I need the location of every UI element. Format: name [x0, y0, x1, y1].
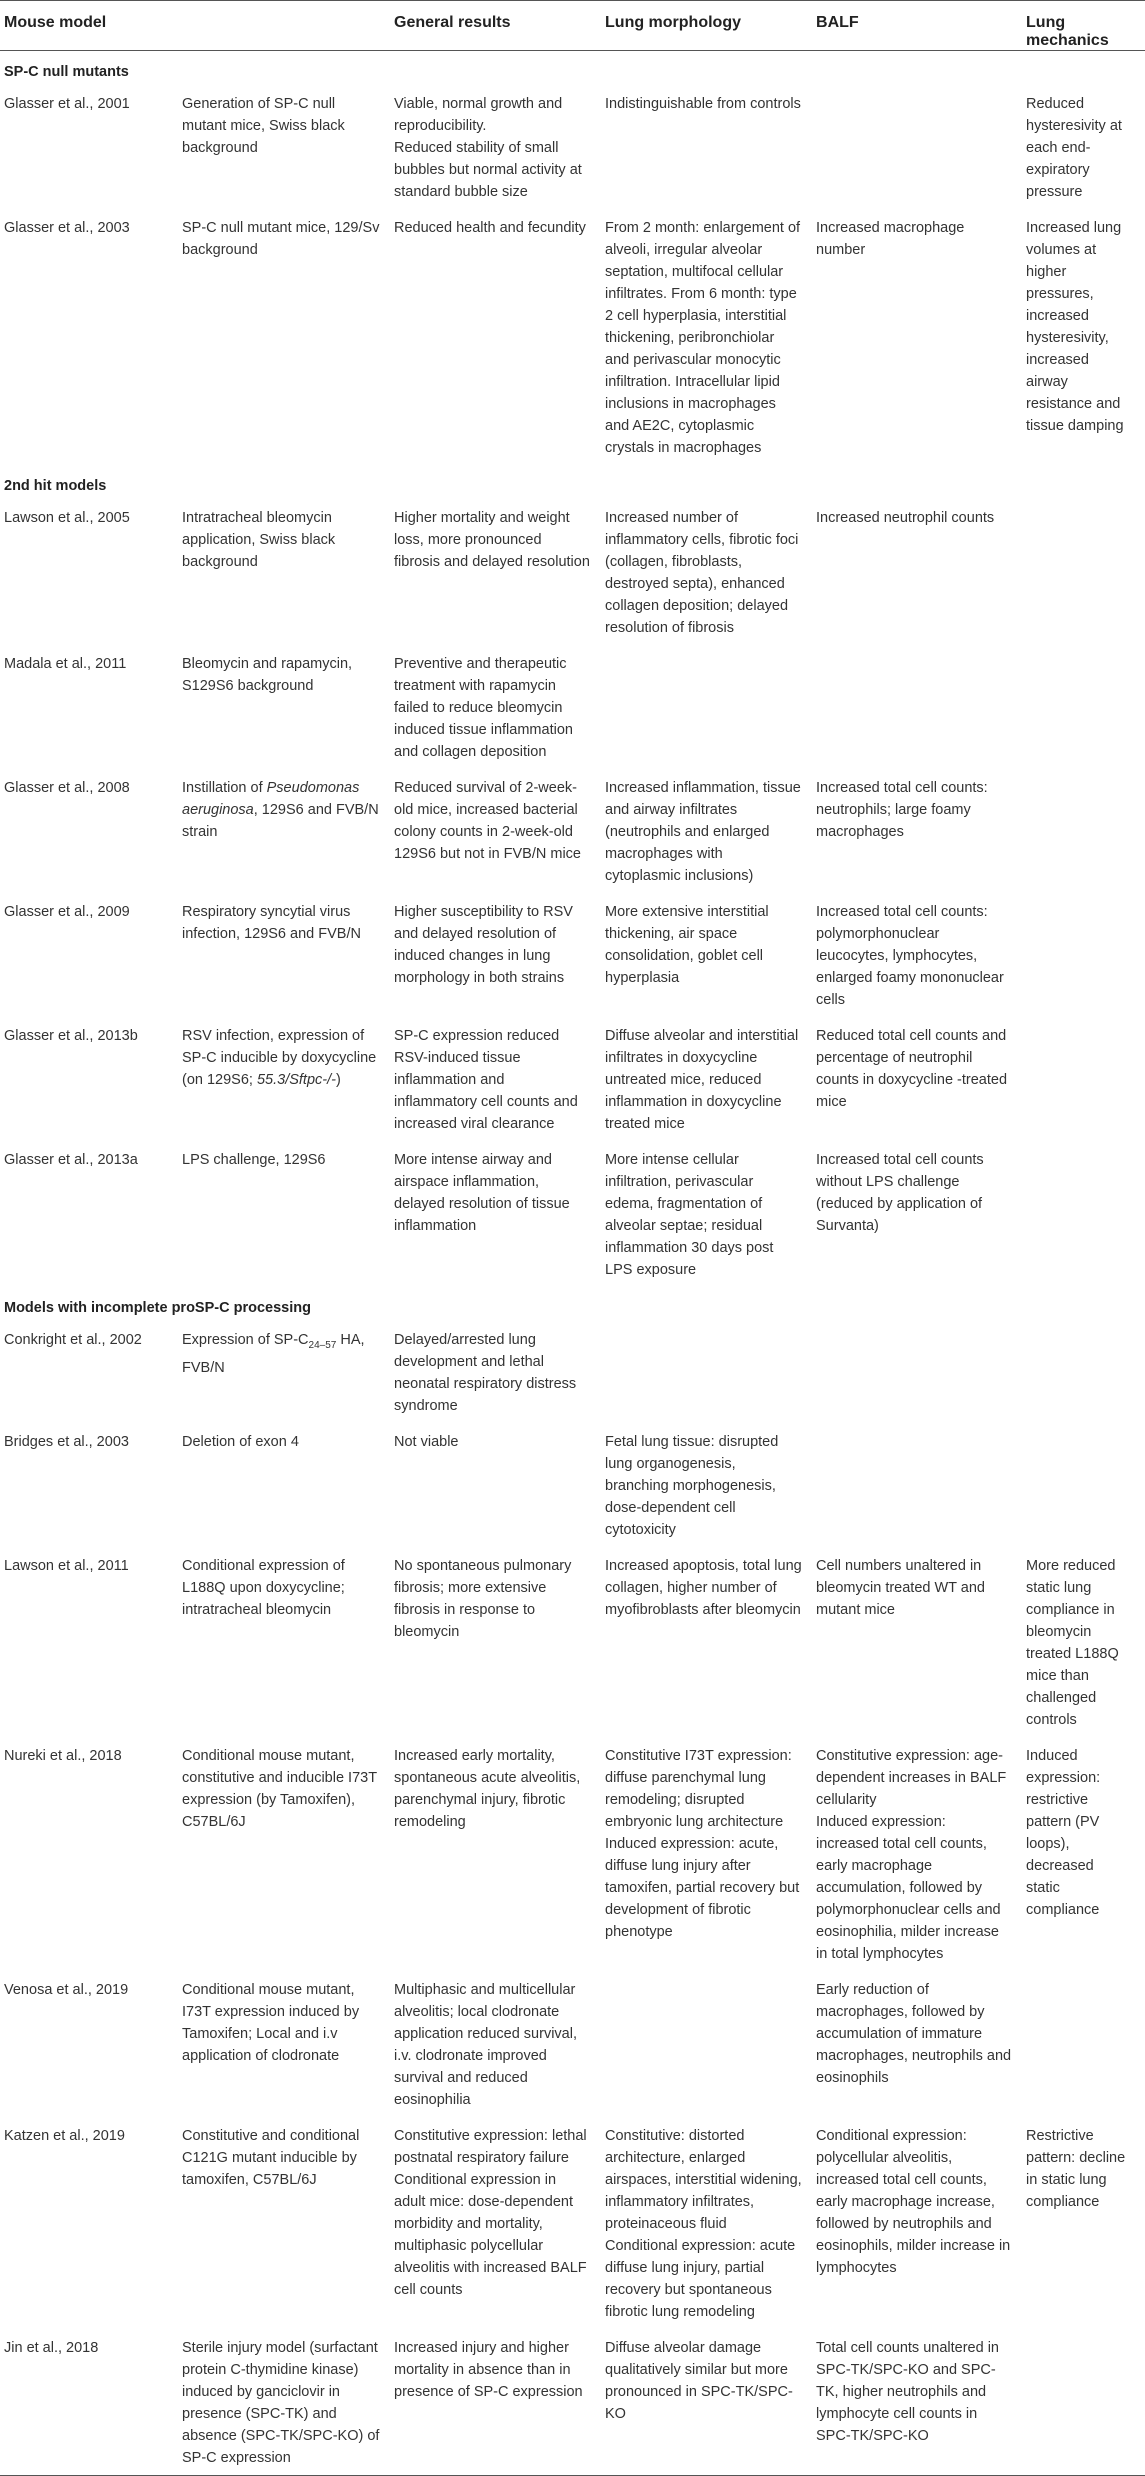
table-row — [0, 1971, 1145, 2117]
balf-line: Induced expression: increased total cell counts, early macrophage accumulation, followed by polymorphonuclear cells and eosinophilia, milder increase in total lymphocytes — [816, 1814, 1001, 1962]
cell-description: SP-C null mutant mice, 129/Sv background — [182, 220, 380, 258]
cell-description: Bleomycin and rapamycin, S129S6 background — [182, 656, 353, 694]
cell-balf — [816, 2329, 1026, 2476]
general-line: Increased early mortality, spontaneous acute alveolitis, parenchymal injury, fibrotic remodeling — [394, 1748, 581, 1830]
general-line: Constitutive expression: lethal postnatal respiratory failure — [394, 2128, 587, 2166]
cell-model: Nureki et al., 2018 — [4, 1748, 122, 1764]
general-line: Higher susceptibility to RSV and delayed resolution of induced changes in lung morphology in both strains — [394, 904, 573, 986]
cell-lung-mechanics — [1026, 1737, 1145, 1971]
cell-balf — [816, 209, 1026, 465]
morph-line: Increased apoptosis, total lung collagen, higher number of myofibroblasts after bleomycin — [605, 1558, 802, 1618]
subscript: 24–57 — [308, 1339, 337, 1351]
morph-line: More extensive interstitial thickening, air space consolidation, goblet cell hyperplasia — [605, 904, 769, 986]
cell-lung-morphology — [605, 85, 816, 209]
balf-line: Constitutive expression: age-dependent increases in BALF cellularity — [816, 1748, 1007, 1808]
cell-model: Glasser et al., 2013b — [4, 1028, 138, 1044]
general-line: Multiphasic and multicellular alveolitis; local clodronate application reduced survival, i.v. clodronate improved survival and reduced eosinophilia — [394, 1982, 577, 2108]
cell-lung-mechanics — [1026, 893, 1145, 1017]
cell-general-results — [394, 1141, 605, 1287]
cell-general-results — [394, 1547, 605, 1737]
cell-lung-mechanics — [1026, 2329, 1145, 2476]
cell-lung-mechanics — [1026, 2117, 1145, 2329]
cell-lung-morphology — [605, 769, 816, 893]
cell-model: Lawson et al., 2011 — [4, 1558, 129, 1574]
cell-lung-morphology — [605, 1423, 816, 1547]
header-general-results: General results — [394, 14, 511, 31]
cell-model: Katzen et al., 2019 — [4, 2128, 125, 2144]
cell-general-results — [394, 769, 605, 893]
morph-line: Constitutive I73T expression: diffuse parenchymal lung remodeling; disrupted embryonic lung architecture — [605, 1748, 792, 1830]
morph-line: Indistinguishable from controls — [605, 96, 801, 112]
cell-general-results — [394, 1971, 605, 2117]
general-line: Conditional expression in adult mice: dose-dependent morbidity and mortality, multiphasic polycellular alveolitis with increased BALF cell counts — [394, 2172, 587, 2298]
italic-term: 55.3/Sftpc-/- — [256, 1072, 336, 1088]
mech-line: Reduced hysteresivity at each end-expiratory pressure — [1026, 96, 1122, 200]
balf-line: Increased neutrophil counts — [816, 510, 995, 526]
morph-line: Induced expression: acute, diffuse lung injury after tamoxifen, partial recovery but development of fibrotic phenotype — [605, 1836, 800, 1940]
general-line: Delayed/arrested lung development and lethal neonatal respiratory distress syndrome — [394, 1332, 577, 1414]
table-row — [0, 893, 1145, 1017]
cell-general-results — [394, 2329, 605, 2476]
italic-term: Pseudomonas aeruginosa — [182, 780, 360, 818]
header-lung-morphology: Lung morphology — [605, 14, 741, 31]
table-row — [0, 1423, 1145, 1547]
cell-lung-mechanics — [1026, 1971, 1145, 2117]
general-line: Increased injury and higher mortality in absence than in presence of SP-C expression — [394, 2340, 583, 2400]
cell-model: Conkright et al., 2002 — [4, 1332, 142, 1348]
cell-lung-mechanics — [1026, 1141, 1145, 1287]
cell-lung-morphology — [605, 499, 816, 645]
cell-general-results — [394, 1423, 605, 1547]
cell-description: Expression of $SP-C_{24-57}$ HA, FVB/N — [182, 1332, 365, 1376]
cell-balf — [816, 1321, 1026, 1423]
morph-line: Increased number of inflammatory cells, fibrotic foci (collagen, fibroblasts, destroyed septa), enhanced collagen deposition; delayed resolution of fibrosis — [605, 510, 799, 636]
cell-description: Deletion of exon 4 — [182, 1434, 299, 1450]
cell-balf — [816, 1547, 1026, 1737]
cell-lung-mechanics — [1026, 1017, 1145, 1141]
section-row — [0, 1287, 1145, 1321]
general-line: Not viable — [394, 1434, 459, 1450]
table-row — [0, 645, 1145, 769]
cell-balf — [816, 1737, 1026, 1971]
cell-lung-morphology — [605, 893, 816, 1017]
cell-balf — [816, 85, 1026, 209]
balf-line: Total cell counts unaltered in SPC-TK/SPC-KO and SPC-TK, higher neutrophils and lymphocyte cell counts in SPC-TK/SPC-KO — [816, 2340, 999, 2444]
cell-model: Glasser et al., 2008 — [4, 780, 130, 796]
cell-balf — [816, 1017, 1026, 1141]
cell-model: Venosa et al., 2019 — [4, 1982, 129, 1998]
cell-description: Intratracheal bleomycin application, Swiss black background — [182, 510, 336, 570]
cell-lung-mechanics — [1026, 85, 1145, 209]
cell-lung-morphology — [605, 645, 816, 769]
balf-line: Reduced total cell counts and percentage of neutrophil counts in doxycycline -treated mice — [816, 1028, 1008, 1110]
mech-line: Increased lung volumes at higher pressures, increased hysteresivity, increased airway resistance and tissue damping — [1026, 220, 1124, 434]
cell-description: Conditional mouse mutant, constitutive and inducible I73T expression (by Tamoxifen), C57BL/6J — [182, 1748, 377, 1830]
table-row — [0, 2117, 1145, 2329]
cell-balf — [816, 893, 1026, 1017]
cell-balf — [816, 1141, 1026, 1287]
cell-lung-morphology — [605, 1321, 816, 1423]
table-row — [0, 1737, 1145, 1971]
cell-lung-morphology — [605, 1017, 816, 1141]
morph-line: From 2 month: enlargement of alveoli, irregular alveolar septation, multifocal cellular infiltrates. From 6 month: type 2 cell hyperplasia, interstitial thickening, peribronchiolar and perivascular monocytic infiltration. Intracellular lipid inclusions in macrophages and AE2C, cytoplasmic crystals in macrophages — [605, 220, 801, 456]
cell-general-results — [394, 499, 605, 645]
cell-model: Glasser et al., 2013a — [4, 1152, 138, 1168]
cell-general-results — [394, 893, 605, 1017]
general-line: More intense airway and airspace inflammation, delayed resolution of tissue inflammation — [394, 1152, 570, 1234]
table-row — [0, 85, 1145, 209]
mech-line: More reduced static lung compliance in bleomycin treated L188Q mice than challenged controls — [1026, 1558, 1119, 1728]
cell-general-results — [394, 1737, 605, 1971]
cell-model: Jin et al., 2018 — [0, 2329, 182, 2476]
balf-line: Increased total cell counts: neutrophils; large foamy macrophages — [816, 780, 988, 840]
cell-general-results — [394, 85, 605, 209]
cell-general-results — [394, 2117, 605, 2329]
table-body — [0, 51, 1145, 2476]
general-line: SP-C expression reduced RSV-induced tissue inflammation and inflammatory cell counts and increased viral clearance — [394, 1028, 578, 1132]
cell-lung-morphology — [605, 1141, 816, 1287]
header-mouse-model: Mouse model — [4, 14, 107, 31]
balf-line: Increased total cell counts without LPS challenge (reduced by application of Survanta) — [816, 1152, 984, 1234]
balf-line: Increased macrophage number — [816, 220, 965, 258]
table-row — [0, 1547, 1145, 1737]
balf-line: Increased total cell counts: polymorphonuclear leucocytes, lymphocytes, enlarged foamy mononuclear cells — [816, 904, 1004, 1008]
section-row — [0, 465, 1145, 499]
cell-model: Glasser et al., 2009 — [4, 904, 130, 920]
table-row — [0, 2329, 1145, 2476]
cell-lung-mechanics — [1026, 645, 1145, 769]
cell-general-results — [394, 1321, 605, 1423]
section-title: SP-C null mutants — [4, 64, 129, 80]
cell-model: Lawson et al., 2005 — [4, 510, 130, 526]
cell-description: RSV infection, expression of SP-C inducible by doxycycline (on 129S6; 55.3/Sftpc-/-) — [182, 1028, 377, 1088]
balf-line: Early reduction of macrophages, followed by accumulation of immature macrophages, neutrophils and eosinophils — [816, 1982, 1012, 2086]
general-line: Viable, normal growth and reproducibility. — [394, 96, 563, 134]
balf-line: Conditional expression: polycellular alveolitis, increased total cell counts, early macrophage increase, followed by neutrophils and eosinophils, milder increase in lymphocytes — [816, 2128, 1011, 2276]
cell-general-results — [394, 209, 605, 465]
table-row — [0, 1141, 1145, 1287]
cell-lung-morphology — [605, 1971, 816, 2117]
cell-description: Respiratory syncytial virus infection, 129S6 and FVB/N — [182, 904, 361, 942]
balf-line: Cell numbers unaltered in bleomycin treated WT and mutant mice — [816, 1558, 985, 1618]
table-row — [0, 209, 1145, 465]
cell-description: LPS challenge, 129S6 — [182, 1152, 326, 1168]
cell-model: Glasser et al., 2001 — [4, 96, 130, 112]
cell-lung-mechanics — [1026, 1547, 1145, 1737]
section-title: Models with incomplete proSP-C processing — [4, 1300, 311, 1316]
cell-description: Instillation of Pseudomonas aeruginosa, 129S6 and FVB/N strain — [182, 780, 379, 840]
general-line: Preventive and therapeutic treatment with rapamycin failed to reduce bleomycin induced tissue inflammation and collagen deposition — [394, 656, 573, 760]
cell-lung-morphology — [605, 2117, 816, 2329]
cell-lung-morphology — [605, 2329, 816, 2476]
cell-lung-mechanics — [1026, 499, 1145, 645]
table-row — [0, 769, 1145, 893]
general-line: No spontaneous pulmonary fibrosis; more extensive fibrosis in response to bleomycin — [394, 1558, 572, 1640]
section-title: 2nd hit models — [4, 478, 107, 494]
morph-line: Diffuse alveolar damage qualitatively similar but more pronounced in SPC-TK/SPC-KO — [605, 2340, 793, 2422]
table-row — [0, 1321, 1145, 1423]
cell-model: Madala et al., 2011 — [4, 656, 127, 672]
cell-lung-morphology — [605, 1737, 816, 1971]
cell-balf — [816, 1971, 1026, 2117]
section-row — [0, 51, 1145, 86]
cell-balf — [816, 1423, 1026, 1547]
cell-lung-mechanics — [1026, 769, 1145, 893]
cell-lung-mechanics — [1026, 1423, 1145, 1547]
general-line: Reduced health and fecundity — [394, 220, 586, 236]
mech-line: Induced expression: restrictive pattern (PV loops), decreased static compliance — [1026, 1748, 1101, 1918]
morph-line: Increased inflammation, tissue and airway infiltrates (neutrophils and enlarged macrophages with cytoplasmic inclusions) — [605, 780, 801, 884]
general-line: Higher mortality and weight loss, more pronounced fibrosis and delayed resolution — [394, 510, 590, 570]
cell-description: Constitutive and conditional C121G mutant inducible by tamoxifen, C57BL/6J — [182, 2128, 360, 2188]
morph-line: Constitutive: distorted architecture, enlarged airspaces, interstitial widening, inflammatory infiltrates, proteinaceous fluid — [605, 2128, 802, 2232]
general-line: Reduced survival of 2-week-old mice, increased bacterial colony counts in 2-week-old 129S6 but not in FVB/N mice — [394, 780, 582, 862]
cell-lung-mechanics — [1026, 209, 1145, 465]
cell-balf — [816, 645, 1026, 769]
morph-line: More intense cellular infiltration, perivascular edema, fragmentation of alveolar septae; residual inflammation 30 days post LPS exposure — [605, 1152, 774, 1278]
cell-lung-morphology — [605, 1547, 816, 1737]
cell-balf — [816, 2117, 1026, 2329]
morph-line: Conditional expression: acute diffuse lung injury, partial recovery but spontaneous fibrotic lung remodeling — [605, 2238, 796, 2320]
table-row — [0, 1017, 1145, 1141]
cell-lung-morphology — [605, 209, 816, 465]
mech-line: Restrictive pattern: decline in static lung compliance — [1026, 2128, 1126, 2210]
cell-general-results — [394, 645, 605, 769]
cell-balf — [816, 769, 1026, 893]
cell-model: Glasser et al., 2003 — [4, 220, 130, 236]
cell-lung-mechanics — [1026, 1321, 1145, 1423]
table-row — [0, 499, 1145, 645]
general-line: Reduced stability of small bubbles but normal activity at standard bubble size — [394, 140, 582, 200]
cell-model: Bridges et al., 2003 — [4, 1434, 129, 1450]
morph-line: Fetal lung tissue: disrupted lung organogenesis, branching morphogenesis, dose-dependent cell cytotoxicity — [605, 1434, 779, 1538]
cell-description: Sterile injury model (surfactant protein C-thymidine kinase) induced by ganciclovir in presence (SPC-TK) and absence (SPC-TK/SPC-KO) of SP-C expression — [182, 2329, 394, 2476]
header-balf: BALF — [816, 14, 859, 31]
cell-description: Generation of SP-C null mutant mice, Swiss black background — [182, 96, 345, 156]
cell-general-results — [394, 1017, 605, 1141]
table-header — [0, 1, 1145, 51]
cell-description: Conditional mouse mutant, I73T expression induced by Tamoxifen; Local and i.v application of clodronate — [182, 1982, 360, 2064]
header-lung-mechanics: Lung mechanics — [1026, 14, 1109, 49]
morph-line: Diffuse alveolar and interstitial infiltrates in doxycycline untreated mice, reduced inflammation in doxycycline treated mice — [605, 1028, 799, 1132]
cell-balf — [816, 499, 1026, 645]
cell-description: Conditional expression of L188Q upon doxycycline; intratracheal bleomycin — [182, 1558, 345, 1618]
